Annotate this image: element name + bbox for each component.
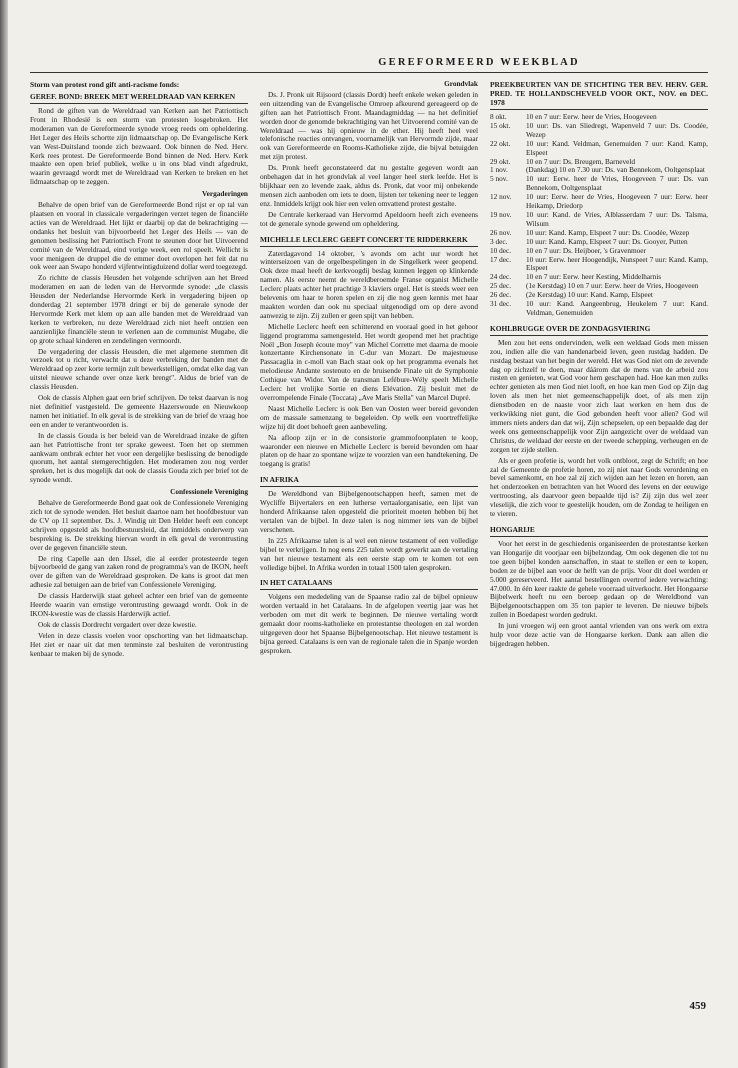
schedule-date: 26 nov.	[490, 227, 512, 237]
article-paragraph: Voor het eerst in de geschiedenis organiseerden de protestantse kerken van Hongarije dit voorjaar een bijbelzondag. Om ook degenen die tot nu toe geen bijbel konden aanschaffen, in staat te stellen er een te kopen, boden ze de bijbel aan voor de helft van de prijs. Voor dit doel werden er 5.000 gereserveerd. Het aantal bestellingen overtrof iedere verwachting: 47.000. In één keer raakte de gehele voorraad uitverkocht. Het Hongaarse Bijbelwerk heeft nu een beroep gedaan op de Wereldbond van Bijbelgenootschappen om 35 ton papier te leveren. De nieuwe bijbels zullen in Boedapest worden gedrukt.	[490, 538, 708, 620]
article-paragraph: Volgens een mededeling van de Spaanse radio zal de bijbel opnieuw worden vertaald in het Catalaans. In de afgelopen veertig jaar was het verboden om met dit werk te beginnen. De nieuwe vertaling wordt gemaakt door rooms-katholieke en protestantse theologen en zal worden uitgegeven door het Spaanse Bijbelgenootschap. Het nieuwe testament is bijna gereed. Catalaans is een van de regionale talen die in Spanje worden gesproken.	[260, 592, 478, 655]
schedule-row	[490, 256, 708, 274]
schedule-row	[490, 211, 708, 229]
article-paragraph: Rond de giften van de Wereldraad van Kerken aan het Patriottisch Front in Rhodesië is een storm van protesten losgebroken. Het moderamen van de Gereformeerde synode vroeg reeds om opheldering. Het Leger des Heils schortte zijn lidmaatschap op. De Evangelische Kerk van West-Duitsland toonde zich bezwaard. Ook binnen de Ned. Herv. Kerk rees protest. De Gereformeerde Bond binnen de Ned. Herv. Kerk maakte een open brief publiek, welke u in ons blad vindt afgedrukt, waarin gevraagd wordt met de Wereldraad van Kerken te breken en het lidmaatschap op te zeggen.	[30, 106, 248, 187]
schedule-date: 26 dec.	[490, 290, 512, 300]
article-paragraph: De vergadering der classis Heusden, die met algemene stemmen dit verzoek tot u richt, verwacht dat u deze verbreking der banden met de Wereldraad op zeer korte termijn zult bewerkstelligen, omdat elke dag van uitstel nieuwe schande over onze kerk brengt". Aldus de brief van de classis Heusden.	[30, 346, 248, 392]
article-paragraph: In 225 Afrikaanse talen is al wel een nieuw testament of een volledige bijbel te verkrijgen. In nog eens 225 talen wordt gewerkt aan de vertaling van het nieuwe testament als een eerste stap om te komen tot een volledige bijbel. In Afrika worden in totaal 1500 talen gesproken.	[260, 535, 478, 572]
schedule-row	[490, 300, 708, 318]
article-paragraph: In de classis Gouda is ber beleid van de Wereldraad inzake de giften aan het Patriottische front ter sprake geweest. Toen het op stemmen aankwam ontbrak echter het voor een dergelijke beslissing de benodigde quorum, het aantal stemgerechtigden. Het moderamen zou nog verder spreken, het is dus mogelijk dat ook de classis Gouda zich per brief tot de synode wendt.	[30, 430, 248, 485]
page-header: GEREFORMEERD WEEKBLAD	[378, 57, 580, 68]
schedule-date: 1 nov.	[490, 165, 508, 175]
header-rule	[30, 72, 708, 73]
schedule-date: 8 okt.	[490, 112, 507, 121]
schedule-text: 10 uur: Kand. Kamp, Elspeet 7 uur: Ds. Coodée, Wezep	[526, 227, 690, 237]
schedule-date: 3 dec.	[490, 236, 508, 246]
schedule-text: (2e Kerstdag) 10 uur: Kand. Kamp, Elspeet	[526, 290, 653, 300]
schedule-date: 10 dec.	[490, 245, 512, 255]
schedule-date: 19 nov.	[490, 209, 512, 219]
schedule-text: 10 uur: Eerw. heer de Vries, Hoogeveen 7 uur: Eerw. heer Heikamp, Driedorp	[526, 192, 708, 211]
schedule-date: 22 okt.	[490, 138, 511, 148]
article-paragraph: Behalve de Gereformeerde Bond gaat ook de Confessionele Vereniging zich tot de synode wenden. Het besluit daartoe nam het hoofdbestuur van de CV op 11 september. Ds. J. Windig uit Den Helder heeft een concept schrijven opgesteld als hoofdbestuursleid, dat inmiddels onderwerp van bespreking is. De strekking hiervan wordt in elk geval de verontrusting over de gegeven financiële steun.	[30, 498, 248, 552]
section-heading: Grondvlak	[444, 80, 478, 88]
article-paragraph: Men zou het eens ondervinden, welk een weldaad Gods men missen zou, indien alle die van handenarbeid leven, geen rustdag hadden. De rustdag bestaat van het begin der wereld. Het was God niet om de zevende dag op zichzelf te doen, maar dáárom dat de mens van de arbeid zou rusten en genieten, wat God voor hem geschapen had. Hoe kan men zulks echter genieten als men God niet looft, en hoe kan men God op Zijn dag loven als men het niet gemeenschappelijk doet, of als men zijn dienstboden en de naaste voor zich laat werken en hem dus de verkwikking niet gunt, die God gebonden heeft voor allen? God wil immers niets anders dan dat wij, Zijn schepselen, op een bepaalde dag der week ons gemeenschappelijk voor Zijn aangezicht over de weldaad van Christus, de weldaad der eerste en der tweede schepping, verheugen en de zorgen ter zijde stellen.	[490, 337, 708, 454]
sermon-schedule	[490, 113, 708, 318]
article-paragraph: De Centrale kerkeraad van Hervormd Apeldoorn heeft zich eveneens tot de generale synode gewend om opheldering.	[260, 209, 478, 228]
article-paragraph: In juni vroegen wij een groot aantal vrienden van ons werk om extra hulp voor deze actie van de Hongaarse kerken. Dank aan allen die bijgedragen hebben.	[490, 621, 708, 648]
article-paragraph: Na afloop zijn er in de consistorie grammofoonplaten te koop, waaronder een nieuwe en Michelle Leclerc is bereid bevonden om haar platen op de haar zo spontane wijze te voorzien van een handtekening. De toegang is gratis!	[260, 432, 478, 469]
schedule-text: 10 en 7 uur: Eerw. heer de Vries, Hoogeveen	[526, 112, 657, 121]
article-paragraph: De Wereldbond van Bijbelgenootschappen heeft, samen met de Wycliffe Bijvertalers en een lutherse vertaalorganisatie, een lijst van honderd Afrikaanse talen opgesteld die prioriteit moeten hebben bij het vertalen van de bijbel. In deze talen is nog nimmer iets van de bijbel verschenen.	[260, 489, 478, 534]
columns	[30, 80, 708, 660]
schedule-text: (Dankdag) 10 en 7.30 uur: Ds. van Bennekom, Ooltgensplaat	[526, 165, 705, 175]
schedule-text: 10 uur: Eerw. heer Hoogendijk, Nunspeet 7 uur: Kand. Kamp, Elspeet	[526, 254, 708, 273]
article-paragraph: De ring Capelle aan den IJssel, die al eerder protesteerde tegen bijvoorbeeld de gang van zaken rond de programma's van de IKON, heeft over de giften van de Wereldraad gesproken. De kans is groot dat men adhesie zal betuigen aan de brief van Confessionele Vereniging.	[30, 553, 248, 590]
article-paragraph: Ds. Pronk heeft geconstateerd dat nu gestalte gegeven wordt aan onbehagen dat in het grondvlak al veel langer heel sterk leefde. Het is blijkhaar een zo levende zaak, aldus ds. Pronk, dat voor mij onbekende mensen zich aanboden om iets te doen, lijsten ter tekening neer te leggen enz. Inmiddels krijgt ook hier een velen omvattend protest gestalte.	[260, 163, 478, 208]
schedule-date: 25 dec.	[490, 281, 512, 291]
article-headline: PREEKBEURTEN VAN DE STICHTING TER BEV. HERV. GER. PRED. TE HOLLANDSCHEVELD VOOR OKT., NOV. en DEC. 1978	[490, 80, 708, 110]
article-headline: KOHLBRUGGE OVER DE ZONDAGSVIERING	[490, 324, 708, 336]
section-heading: Vergaderingen	[202, 189, 248, 199]
schedule-date: 29 okt.	[490, 156, 511, 166]
scan-edge	[0, 0, 8, 1068]
schedule-row	[490, 175, 708, 193]
schedule-text: 10 uur: Kand. Veldman, Genemuiden 7 uur: Kand. Kamp, Elspeet	[526, 138, 708, 157]
schedule-text: 10 uur: Eerw. heer de Vries, Hoogeveen 7 uur: Ds. van Bennekom, Ooltgensplaat	[526, 174, 708, 193]
article-paragraph: Zaterdagavond 14 oktober, 's avonds om acht uur wordt het winterseizoen van de orgelbespelingen in de Singelkerk weer geopend. Ook deze maal heeft de kerkvoogdij beslag kunnen leggen op klinkende namen. Als eerste neemt de wereldberoemde Franse organist Michelle Leclerc plaats achter het prachtige 3 klaviers orgel. Het is steeds weer een belevenis om haar te horen spelen en zij die nog geen kennis met haar maakten worden dan ook nu speciaal uitgenodigd om op dere avond aanwezig te zijn. Zij zullen er geen spijt van hebben.	[260, 248, 478, 320]
schedule-text: 10 uur: Kand. Aangeenbrug, Heukelem 7 uur: Kand. Veldman, Genemuiden	[526, 299, 708, 317]
section-heading: Confessionele Vereniging	[170, 487, 248, 497]
article-paragraph: De classis Harderwijk staat geheel achter een brief van de gemeente Heerde waarin van ernstige verontrusting gewaagd wordt. Ook in de IKON-kwestie was de classis Harderwijk actief.	[30, 591, 248, 618]
schedule-date: 5 nov.	[490, 174, 508, 184]
article-paragraph: Velen in deze classis voelen voor opschorting van het lidmaatschap. Het ziet er naar uit dat men tenminste zal besluiten de verontrusting kenbaar te maken bij de synode.	[30, 630, 248, 658]
schedule-text: 10 en 7 uur: Ds. Breugem, Barneveld	[526, 156, 636, 166]
schedule-date: 31 dec.	[490, 299, 512, 309]
column-3	[490, 80, 708, 660]
article-paragraph: Ds. J. Pronk uit Rijsoord (classis Dordt) heeft enkele weken geleden in een uitzending van de Evangelische Omroep afkeurend gereageerd op de giften aan het Patriottisch Front. Maandagmiddag — na het definitief worden door de genomde bekrachtiging van het Uitvoerend comité van de Wereldraad — was hij opnieuw in de ether. Hij heeft heel veel telefonische reacties ontvangen, voornamelijk van Hervormde zijde, maar ook van Gereformeerde en Rooms-Katholieke zijde, die bijval betuigden met zijn protest.	[260, 89, 478, 162]
article-paragraph: Behalve de open brief van de Gereformeerde Bond rijst er op tal van plaatsen en vooral in classicale vergaderingen verzet tegen de financiële acties van de Wereldraad. Het lijkt er daarbij op dat de bekrachtiging — ondanks het besluit van bijvoorbeeld het Leger des Heils — van de genomen beslissing het Patriottisch Front te steunen door het Uitvoerend comité van de Wereldraad, eind vorige week, een rol speelt. Wellicht is voor menigeen de druppel die de emmer doet overlopen het feit dat nu ook weer aan Swapo honderd vijfentwintigduizend dollar werd toegezegd.	[30, 200, 248, 272]
schedule-text: 10 uur: Ds. van Sliedregt, Wapenveld 7 uur: Ds. Coodée, Wezep	[526, 120, 708, 139]
article-headline: IN HET CATALAANS	[260, 578, 478, 590]
article-headline: IN AFRIKA	[260, 475, 478, 487]
article-paragraph: Ook de classis Dordrecht vergadert over deze kwestie.	[38, 619, 197, 629]
schedule-row	[490, 193, 708, 211]
article-paragraph: Zo richtte de classis Heusden het volgende schrijven aan het Breed moderamen en aan de leden van de Hervormde synode: „de classis Heusden der Nederlandse Hervormde Kerk in vergadering bijeen op donderdag 21 september 1978 dringt er bij de generale synode der Hervormde Kerk met klem op aan alle banden met de Wereldraad van kerken te verbreken, nu deze Wereldraad zich niet heeft ontzien een aanzienlijke financiële steun te verlenen aan de communist Mugabe, die op grote schaal kinderen en zendelingen vermoordt.	[30, 273, 248, 345]
schedule-date: 15 okt.	[490, 120, 511, 130]
schedule-row	[490, 122, 708, 140]
schedule-text: 10 en 7 uur: Eerw. heer Kesting, Middelharnis	[526, 272, 662, 282]
article-kicker: Storm van protest rond gift anti-racisme fonds:	[30, 80, 180, 89]
article-paragraph: Ook de classis Alphen gaat een brief schrijven. De tekst daarvan is nog niet definitief vastgesteld. De gemeente Hazerswoude en Nieuwkoop namen het initiatief. In elk geval is de strekking van de brief de vraag hoe een en ander te verantwoorden is.	[30, 393, 248, 429]
schedule-date: 12 nov.	[490, 192, 512, 202]
schedule-date: 24 dec.	[490, 272, 512, 282]
article-paragraph: Michelle Leclerc heeft een schitterend en vooraal goed in het gehoor liggend programma samengesteld. Het wordt geopend met het prachtige Noël „Bon Joseph écoute moy" van Michel Corrette met daarna de mooie konzertante Kirchensonate in C-dur van Mozart. De majestueuse Passacaglia in c-moll van Bach staat ook op het programma evenals het melodieuse Andante sostenuto en de bruisende Finale uit de Symphonie Cothique van Widor. Van de transman Lefébure-Wély speelt Michelle Leclerc het vrolijke Sortie en diens Elévation. Zij besluit met de overrompelende Finale (Toccata) „Ave Maris Stella" van Marcel Dupré.	[260, 321, 478, 402]
schedule-date: 17 dec.	[490, 254, 512, 264]
column-1	[30, 80, 248, 660]
schedule-text: 10 en 7 uur: Ds. Heijboer, 's Gravenmoer	[526, 245, 646, 255]
column-2	[260, 80, 478, 660]
article-paragraph: Als er geen profetie is, wordt het volk ontbloot, zegt de Schrift; en hoe zal de Gemeente de profetie horen, zo zij niet naar Gods verordening en bevel samenkomt, en hoe zal zij zich wijden aan het lezen en horen, aan het onderzoeken en betrachten van het Woord des levens en der eeuwige vertroosting, als daarvoor geen bepaalde tijd is? Zij zijn dus wel zeer vleselijk, die zich voor te geestelijk houden, om de Zondag te heiligen en te vieren.	[490, 455, 708, 519]
article-headline: GEREF. BOND: BREEK MET WERELDRAAD VAN KERKEN	[30, 92, 248, 104]
schedule-text: 10 uur: Kand. de Vries, Alblasserdam 7 uur: Ds. Talsma, Wilsum	[526, 209, 708, 228]
article-headline: HONGARIJE	[490, 525, 708, 537]
schedule-row	[490, 140, 708, 158]
article-paragraph: Naast Michelle Leclerc is ook Ben van Oosten weer bereid gevonden om de massale samenzang te begeleiden. Op welk een voortreffelijke wijze hij dit doet behoeft geen aanbeveling.	[260, 403, 478, 431]
schedule-text: (1e Kerstdag) 10 en 7 uur: Eerw. heer de Vries, Hoogeveen	[526, 281, 699, 291]
article-headline: MICHELLE LECLERC GEEFT CONCERT TE RIDDERKERK	[260, 235, 478, 247]
schedule-text: 10 uur: Kand. Kamp, Elspeet 7 uur: Ds. Gooyer, Putten	[526, 236, 688, 246]
page-number: 459	[689, 1000, 706, 1012]
